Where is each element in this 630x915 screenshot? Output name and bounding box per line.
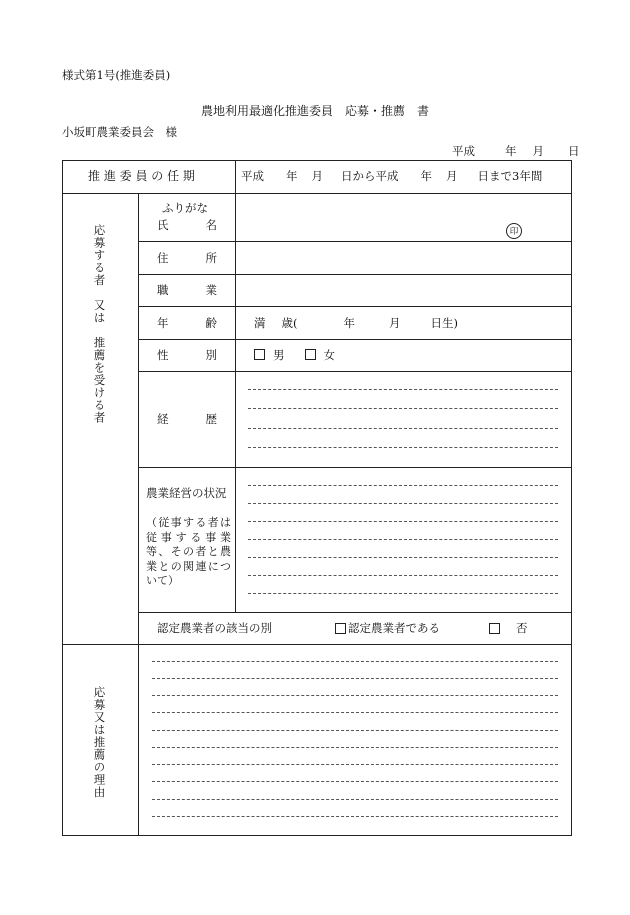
reason-writing-line xyxy=(152,781,558,782)
farm-writing-line xyxy=(248,521,558,522)
career-writing-line xyxy=(248,389,558,390)
reason-writing-line xyxy=(152,661,558,662)
term-month1: 月 xyxy=(311,169,323,184)
reason-field[interactable] xyxy=(139,645,571,835)
document-title: 農地利用最適化推進委員 応募・推薦 書 xyxy=(200,104,429,118)
certified-yes-label: 認定農業者である xyxy=(348,621,440,636)
career-writing-line xyxy=(248,408,558,409)
age-prefix: 満 xyxy=(254,315,266,330)
gender-female-checkbox[interactable] xyxy=(305,348,336,362)
age-field[interactable] xyxy=(254,307,458,339)
occupation-label-2: 業 xyxy=(205,283,217,298)
occupation-label-1: 職 xyxy=(157,283,169,298)
term-year1: 年 xyxy=(286,169,298,184)
age-label-1: 年 xyxy=(157,315,169,330)
farm-writing-line xyxy=(248,503,558,504)
checkbox-square-icon xyxy=(489,623,500,634)
birth-day-unit: 日生) xyxy=(430,315,458,330)
reason-writing-line xyxy=(152,816,558,817)
occupation-field[interactable] xyxy=(236,275,571,306)
career-label-1: 経 xyxy=(157,412,169,427)
career-writing-line xyxy=(248,428,558,429)
reason-writing-line xyxy=(152,747,558,748)
table-border-left xyxy=(62,160,63,836)
date-day-unit: 日 xyxy=(568,144,580,158)
checkbox-square-icon xyxy=(335,623,346,634)
name-label-1: 氏 xyxy=(157,217,169,232)
address-field[interactable] xyxy=(236,242,571,274)
career-label xyxy=(157,372,217,467)
reason-writing-line xyxy=(152,730,558,731)
name-label-2: 名 xyxy=(205,217,217,232)
gender-female-label: 女 xyxy=(323,348,335,363)
address-label xyxy=(157,242,217,274)
gender-label xyxy=(157,340,217,371)
certified-farmer-label: 認定農業者の該当の別 xyxy=(157,621,272,636)
farm-status-label: 農業経営の状況 xyxy=(146,486,227,500)
farm-status-field[interactable] xyxy=(236,468,571,612)
address-label-2: 所 xyxy=(205,250,217,265)
address-label-1: 住 xyxy=(157,250,169,265)
farm-writing-line xyxy=(248,575,558,576)
term-year2: 年 xyxy=(420,169,432,184)
gender-male-label: 男 xyxy=(273,348,285,363)
age-label-2: 齢 xyxy=(205,315,217,330)
birth-year-unit: 年 xyxy=(343,315,355,330)
farm-writing-line xyxy=(248,593,558,594)
farm-status-note: （従事する者は従事する事業等、その者と農業との関連について） xyxy=(146,516,231,588)
seal-mark-icon: 印 xyxy=(506,223,522,239)
form-number: 様式第1号(推進委員) xyxy=(62,68,171,82)
age-unit: 歳( xyxy=(281,315,298,330)
term-from: 日から平成 xyxy=(341,169,399,184)
occupation-label xyxy=(157,275,217,306)
reason-writing-line xyxy=(152,678,558,679)
term-era: 平成 xyxy=(241,169,264,184)
farm-writing-line xyxy=(248,539,558,540)
reason-writing-line xyxy=(152,695,558,696)
addressee: 小坂町農業委員会 様 xyxy=(62,125,177,139)
rule-col-label-term xyxy=(235,160,236,194)
gender-male-checkbox[interactable] xyxy=(254,348,285,362)
gender-options xyxy=(254,340,335,371)
reason-writing-line xyxy=(152,764,558,765)
farm-writing-line xyxy=(248,557,558,558)
name-label xyxy=(157,218,217,232)
certified-yes-checkbox[interactable] xyxy=(335,613,440,644)
applicant-section-label: 応募する者 又は 推薦を受ける者 xyxy=(92,224,107,424)
term-month2: 月 xyxy=(446,169,458,184)
term-label: 推 進 委 員 の 任 期 xyxy=(88,169,195,183)
date-month-unit: 月 xyxy=(532,144,544,158)
reason-section-label: 応募又は推薦の理由 xyxy=(92,686,107,799)
certified-no-checkbox[interactable] xyxy=(489,613,528,644)
certified-no-label: 否 xyxy=(516,621,528,636)
table-border-right xyxy=(571,160,572,836)
checkbox-square-icon xyxy=(305,349,316,360)
checkbox-square-icon xyxy=(254,349,265,360)
reason-writing-line xyxy=(152,712,558,713)
gender-label-2: 別 xyxy=(205,348,217,363)
date-year-unit: 年 xyxy=(505,144,517,158)
birth-month-unit: 月 xyxy=(389,315,401,330)
submission-date xyxy=(452,146,580,158)
farm-writing-line xyxy=(248,485,558,486)
furigana-label: ふりがな xyxy=(162,201,208,215)
career-label-2: 歴 xyxy=(205,412,217,427)
career-writing-line xyxy=(248,447,558,448)
term-value[interactable] xyxy=(241,160,542,193)
gender-label-1: 性 xyxy=(157,348,169,363)
date-era: 平成 xyxy=(452,144,475,158)
age-label xyxy=(157,307,217,339)
term-until: 日まで3年間 xyxy=(477,169,543,184)
career-field[interactable] xyxy=(236,372,571,467)
reason-writing-line xyxy=(152,799,558,800)
